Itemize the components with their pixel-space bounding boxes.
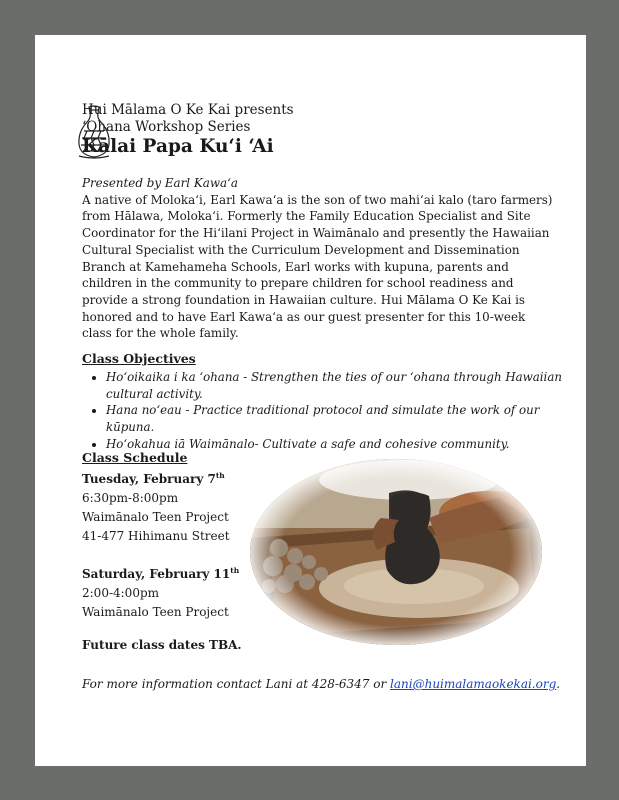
email-link[interactable]: lani@huimalamaokekai.org [390, 677, 557, 691]
session-1 [82, 466, 230, 546]
objective-item: • Hoʻokahua iā Waimānalo- Cultivate a safe and cohesive community. [106, 436, 576, 453]
objective-item: • Hana noʻeau - Practice traditional protocol and simulate the work of our kūpuna. [106, 402, 576, 435]
contact-line [82, 677, 560, 691]
presenter-org-line: Hui Mālama O Ke Kai presents [82, 102, 294, 118]
page-title: Kālai Papa Kuʻi ʻAi [82, 136, 274, 157]
future-dates: Future class dates TBA. [82, 638, 242, 652]
session-1-place: Waimānalo Teen Project [82, 510, 229, 524]
poi-pounding-photo [249, 458, 543, 646]
series-line: ʻOhana Workshop Series [82, 119, 251, 135]
presented-by: Presented by Earl Kawaʻa [82, 176, 238, 190]
session-2-day: Saturday, February 11th [82, 566, 240, 581]
intro-section [82, 175, 557, 342]
contact-text: For more information contact Lani at 428-6347 or [82, 677, 391, 691]
intro-paragraph: A native of Molokaʻi, Earl Kawaʻa is the son of two mahiʻai kalo (taro farmers) from Hālawa, Molokaʻi. Formerly the Family Education Specialist and Site Coordinator for the Hiʻilani Project in Waimānalo and presently the Hawaiian Cultural Specialist with the Curriculum Development and Dissemination Branch at Kamehameha Schools, Earl works with kupuna, parents and children in the community to prepare children for school readiness and provide a strong foundation in Hawaiian culture. Hui Mālama O Ke Kai is honored and to have Earl Kawaʻa as our guest presenter for this 10-week class for the whole family. [82, 192, 553, 341]
session-1-address: 41-477 Hihimanu Street [82, 529, 230, 543]
session-1-day: Tuesday, February 7th [82, 471, 225, 486]
session-2 [82, 561, 239, 622]
schedule-heading: Class Schedule [82, 450, 188, 465]
contact-end: . [556, 677, 561, 691]
session-2-time: 2:00-4:00pm [82, 586, 160, 600]
session-1-time: 6:30pm-8:00pm [82, 491, 179, 505]
objectives-heading: Class Objectives [82, 351, 196, 366]
objective-item: • Hoʻoikaika i ka ʻohana - Strengthen the ties of our ʻohana through Hawaiian cultural activity. [106, 369, 576, 402]
session-2-place: Waimānalo Teen Project [82, 605, 229, 619]
objectives-list [82, 369, 576, 453]
